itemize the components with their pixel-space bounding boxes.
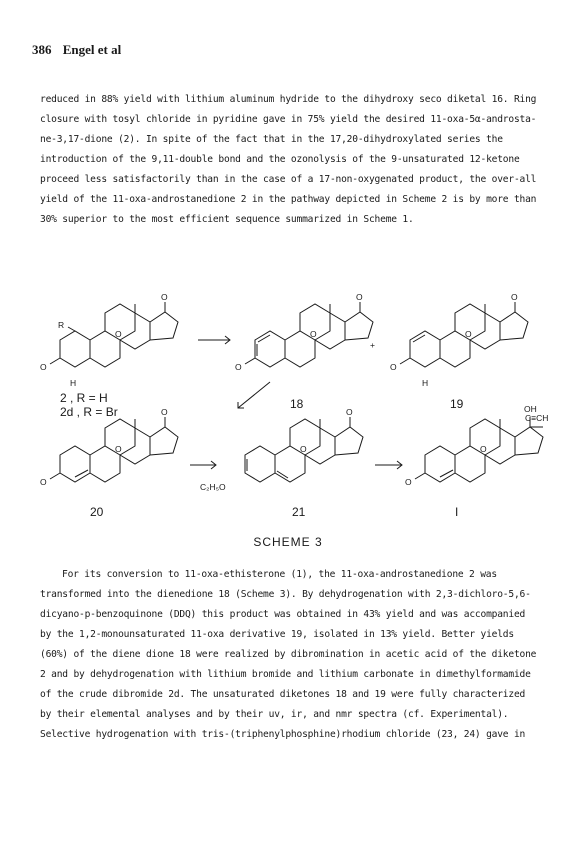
text-line: by their elemental analyses and by their uv, ir, and nmr spectra (cf. Experimental). [40,709,509,720]
scheme-caption: SCHEME 3 [253,535,323,549]
ethoxy-label: C₂H₅O [200,482,226,492]
reaction-arrow [190,461,216,469]
text-line: ne-3,17-dione (2). In spite of the fact that in the 17,20-dihydroxylated series the [40,134,503,145]
compound-label-20: 20 [90,505,104,519]
text-line: (60%) of the diene dione 18 were realized by dibromination in acetic acid of the diketone [40,649,537,660]
text-line: yield of the 11-oxa-androstanedione 2 in the pathway depicted in Scheme 2 is by more than [40,194,537,205]
atom-label: O [161,292,168,302]
text-line: by the 1,2-monounsaturated 11-oxa derivative 19, isolated in 13% yield. Better yields [40,629,514,640]
reaction-scheme-3 [30,290,550,520]
text-line: of the crude dibromide 2d. The unsaturated diketones 18 and 19 were fully characterized [40,689,526,700]
text-line: dicyano-p-benzoquinone (DDQ) this product was obtained in 43% yield and was accompanied [40,609,526,620]
reaction-arrow [198,336,230,344]
text-line: closure with tosyl chloride in pyridine gave in 75% yield the desired 11-oxa-5α-androsta- [40,114,537,125]
compound-label-21: 21 [292,505,306,519]
text-line: introduction of the 9,11-double bond and the ozonolysis of the 9-unsaturated 12-ketone [40,154,520,165]
atom-label: O [300,444,307,454]
structure-compound-2 [50,302,178,367]
paragraph-1 [40,90,540,230]
atom-label: O [511,292,518,302]
atom-label: O [390,362,397,372]
atom-label: O [40,362,47,372]
reaction-arrow [375,461,402,469]
structure-compound-19 [400,302,528,367]
compound-label-18: 18 [290,397,304,411]
text-line: Selective hydrogenation with tris-(triphenylphosphine)rhodium chloride (23, 24) gave in [40,729,526,740]
hydroxyl-label: OH [524,404,537,414]
structure-compound-1 [415,417,543,482]
structure-compound-20 [50,417,178,482]
structure-compound-18 [245,302,373,367]
atom-label: O [480,444,487,454]
compound-label-19: 19 [450,397,464,411]
running-author: Engel et al [62,42,122,57]
compound-label-1: I [455,505,459,519]
plus-sign: + [370,340,375,350]
page-header [32,42,121,58]
atom-label: O [40,477,47,487]
text-line: transformed into the dienedione 18 (Scheme 3). By dehydrogenation with 2,3-dichloro-5,6- [40,589,531,600]
ethynyl-label: C≡CH [525,413,549,423]
atom-label: R [58,320,65,330]
atom-label: O [356,292,363,302]
atom-label: O [346,407,353,417]
page-number: 386 [32,42,52,57]
compound-label-2: 2 , R = H [60,391,108,405]
atom-label: O [115,329,122,339]
atom-label: O [310,329,317,339]
text-line: For its conversion to 11-oxa-ethisterone (1), the 11-oxa-androstanedione 2 was [62,569,497,580]
atom-label: O [465,329,472,339]
atom-label: H [422,378,429,388]
atom-label: H [70,378,77,388]
atom-label: O [115,444,122,454]
atom-label: O [405,477,412,487]
paragraph-2 [40,565,540,745]
text-line: proceed less satisfactorily than in the case of a 17-non-oxygenated product, the over-all [40,174,537,185]
text-line: 2 and by dehydrogenation with lithium bromide and lithium carbonate in dimethylformamide [40,669,531,680]
compound-label-2d: 2d , R = Br [60,405,118,419]
atom-label: O [161,407,168,417]
text-line: reduced in 88% yield with lithium aluminum hydride to the dihydroxy seco diketal 16. Ring [40,94,537,105]
atom-label: O [235,362,242,372]
text-line: 30% superior to the most efficient sequence summarized in Scheme 1. [40,214,414,225]
reaction-arrow [238,382,270,408]
